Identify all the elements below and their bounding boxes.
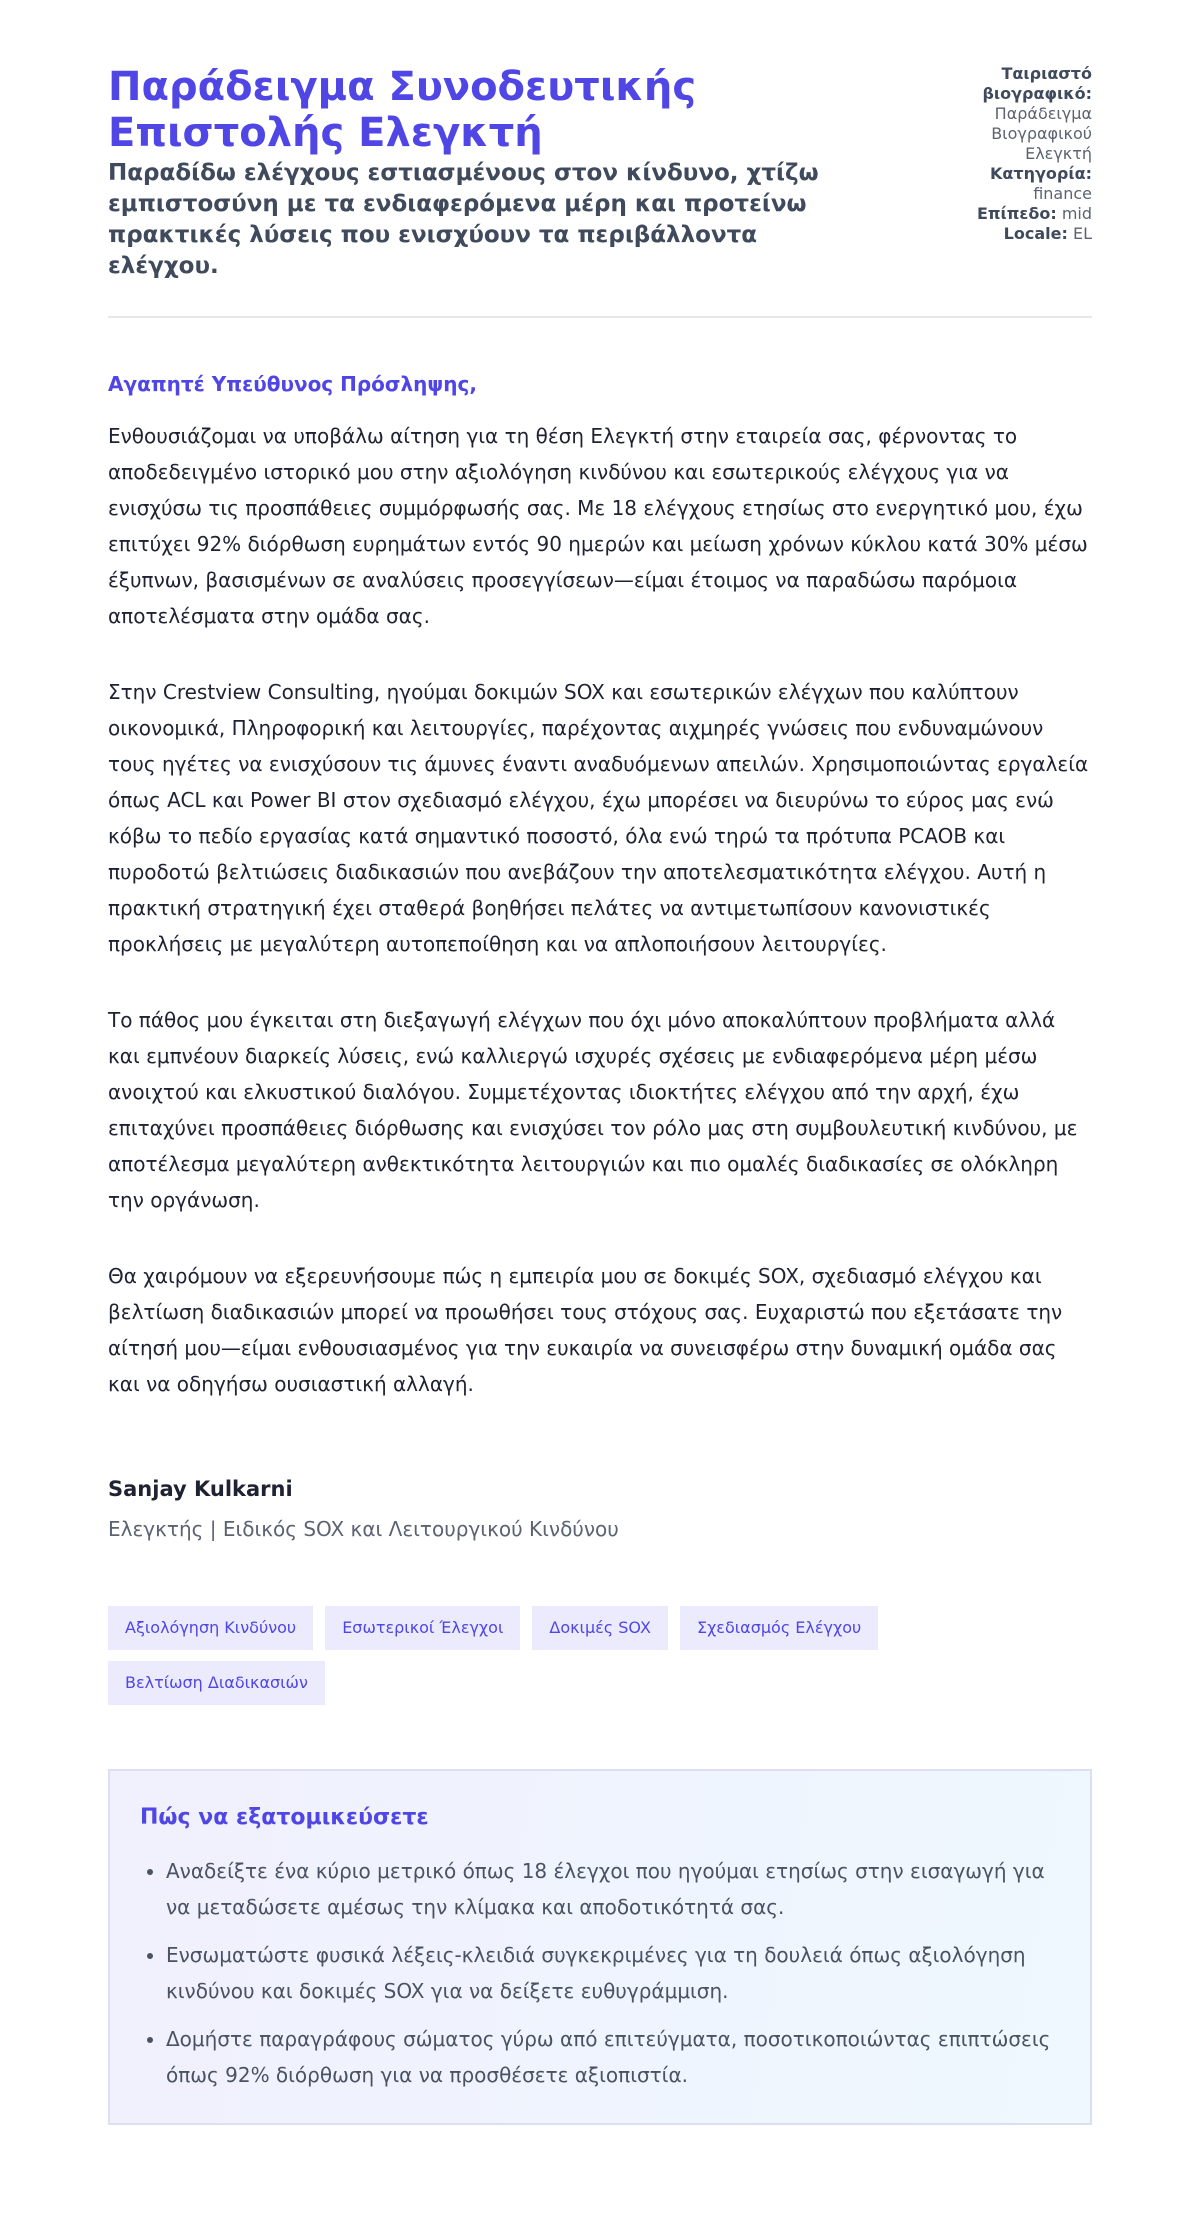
meta-panel [922, 64, 1092, 244]
meta-category-label: Κατηγορία: [990, 164, 1092, 183]
skill-tag: Βελτίωση Διαδικασιών [108, 1661, 325, 1705]
signature-name: Sanjay Kulkarni [108, 1477, 293, 1501]
meta-level-label: Επίπεδο: [976, 204, 1057, 223]
skill-tag: Αξιολόγηση Κινδύνου [108, 1606, 313, 1650]
tips-title: Πώς να εξατομικεύσετε [140, 1805, 429, 1830]
page-header [108, 64, 1092, 318]
body-paragraph-2: Στην Crestview Consulting, ηγούμαι δοκιμών SOX και εσωτερικών ελέγχων που καλύπτουν οικονομικά, Πληροφορική και λειτουργίες, παρέχοντας αιχμηρές γνώσεις που ενδυναμώνουν τους ηγέτες να ενισχύσουν τις άμυνες έναντι αναδυόμενων απειλών. Χρησιμοποιώντας εργαλεία όπως ACL και Power BI στον σχεδιασμό ελέγχου, έχω μπορέσει να διευρύνω το εύρος μας ενώ κόβω το πεδίο εργασίας κατά σημαντικό ποσοστό, όλα ενώ τηρώ τα πρότυπα PCAOB και πυροδοτώ βελτιώσεις διαδικασιών που ανεβάζουν την αποτελεσματικότητα ελέγχου. Αυτή η πρακτική στρατηγική έχει σταθερά βοηθήσει πελάτες να αντιμετωπίσουν κανονιστικές προκλήσεις με μεγαλύτερη αυτοπεποίθηση και να απλοποιήσουν λειτουργίες. [108, 680, 1089, 956]
cover-letter-page [108, 0, 1092, 2125]
tip-item: • Αναδείξτε ένα κύριο μετρικό όπως 18 έλεγχοι που ηγούμαι ετησίως στην εισαγωγή για να μεταδώσετε αμέσως την κλίμακα και αποδοτικότητά σας. [166, 1853, 1060, 1925]
salutation: Αγαπητέ Υπεύθυνος Πρόσληψης, [108, 372, 477, 396]
skill-tag: Σχεδιασμός Ελέγχου [680, 1606, 878, 1650]
personalize-tips-box [108, 1769, 1092, 2125]
skill-tag: Εσωτερικοί Έλεγχοι [325, 1606, 520, 1650]
body-paragraph-4: Θα χαιρόμουν να εξερευνήσουμε πώς η εμπειρία μου σε δοκιμές SOX, σχεδιασμό ελέγχου και βελτίωση διαδικασιών μπορεί να προωθήσει τους στόχους σας. Ευχαριστώ που εξετάσατε την αίτησή μου—είμαι ενθουσιασμένος για την ευκαιρία να συνεισφέρω στην δυναμική ομάδα σας και να οδηγήσω ουσιαστική αλλαγή. [108, 1264, 1063, 1396]
meta-resume-label: Ταιριαστό βιογραφικό: [982, 64, 1092, 103]
page-subtitle: Παραδίδω ελέγχους εστιασμένους στον κίνδυνο, χτίζω εμπιστοσύνη με τα ενδιαφερόμενα μέρη και προτείνω πρακτικές λύσεις που ενισχύουν τα περιβάλλοντα ελέγχου. [108, 160, 819, 279]
meta-locale-value: EL [1072, 224, 1092, 243]
meta-locale-label: Locale: [1003, 224, 1068, 243]
tips-list [140, 1853, 1060, 2093]
meta-locale [922, 224, 1092, 244]
signature-role: Ελεγκτής | Ειδικός SOX και Λειτουργικού Κινδύνου [108, 1517, 619, 1541]
letter-body [108, 370, 1092, 1544]
meta-category-value: finance [1033, 184, 1092, 203]
meta-resume-value: Παράδειγμα Βιογραφικού Ελεγκτή [991, 104, 1092, 163]
skill-tags [108, 1606, 968, 1705]
body-paragraph-3: Το πάθος μου έγκειται στη διεξαγωγή ελέγχων που όχι μόνο αποκαλύπτουν προβλήματα αλλά και εμπνέουν διαρκείς λύσεις, ενώ καλλιεργώ ισχυρές σχέσεις με ενδιαφερόμενα μέρη μέσω ανοιχτού και ελκυστικού διαλόγου. Συμμετέχοντας ιδιοκτήτες ελέγχου από την αρχή, έχω επιταχύνει προσπάθειες διόρθωσης και ενισχύσει τον ρόλο μας στη συμβουλευτική κινδύνου, με αποτέλεσμα μεγαλύτερη ανθεκτικότητα λειτουργιών και πιο ομαλές διαδικασίες σε ολόκληρη την οργάνωση. [108, 1008, 1078, 1212]
skill-tag: Δοκιμές SOX [532, 1606, 668, 1650]
tip-item: • Ενσωματώστε φυσικά λέξεις-κλειδιά συγκεκριμένες για τη δουλειά όπως αξιολόγηση κινδύνου και δοκιμές SOX για να δείξετε ευθυγράμμιση. [166, 1937, 1060, 2009]
meta-level [922, 204, 1092, 224]
meta-level-value: mid [1061, 204, 1092, 223]
body-paragraph-1: Ενθουσιάζομαι να υποβάλω αίτηση για τη θέση Ελεγκτή στην εταιρεία σας, φέρνοντας το αποδεδειγμένο ιστορικό μου στην αξιολόγηση κινδύνου και εσωτερικούς ελέγχους για να ενισχύσω τις προσπάθειες συμμόρφωσής σας. Με 18 ελέγχους ετησίως στο ενεργητικό μου, έχω επιτύχει 92% διόρθωση ευρημάτων εντός 90 ημερών και μείωση χρόνων κύκλου κατά 30% μέσω έξυπνων, βασισμένων σε αναλύσεις προσεγγίσεων—είμαι έτοιμος να παραδώσω παρόμοια αποτελέσματα στην ομάδα σας. [108, 424, 1088, 628]
page-title: Παράδειγμα Συνοδευτικής Επιστολής Ελεγκτή [108, 64, 697, 156]
title-block [108, 64, 848, 282]
meta-resume [922, 64, 1092, 164]
meta-category [922, 164, 1092, 204]
tip-item: • Δομήστε παραγράφους σώματος γύρω από επιτεύγματα, ποσοτικοποιώντας επιπτώσεις όπως 92% διόρθωση για να προσθέσετε αξιοπιστία. [166, 2021, 1060, 2093]
